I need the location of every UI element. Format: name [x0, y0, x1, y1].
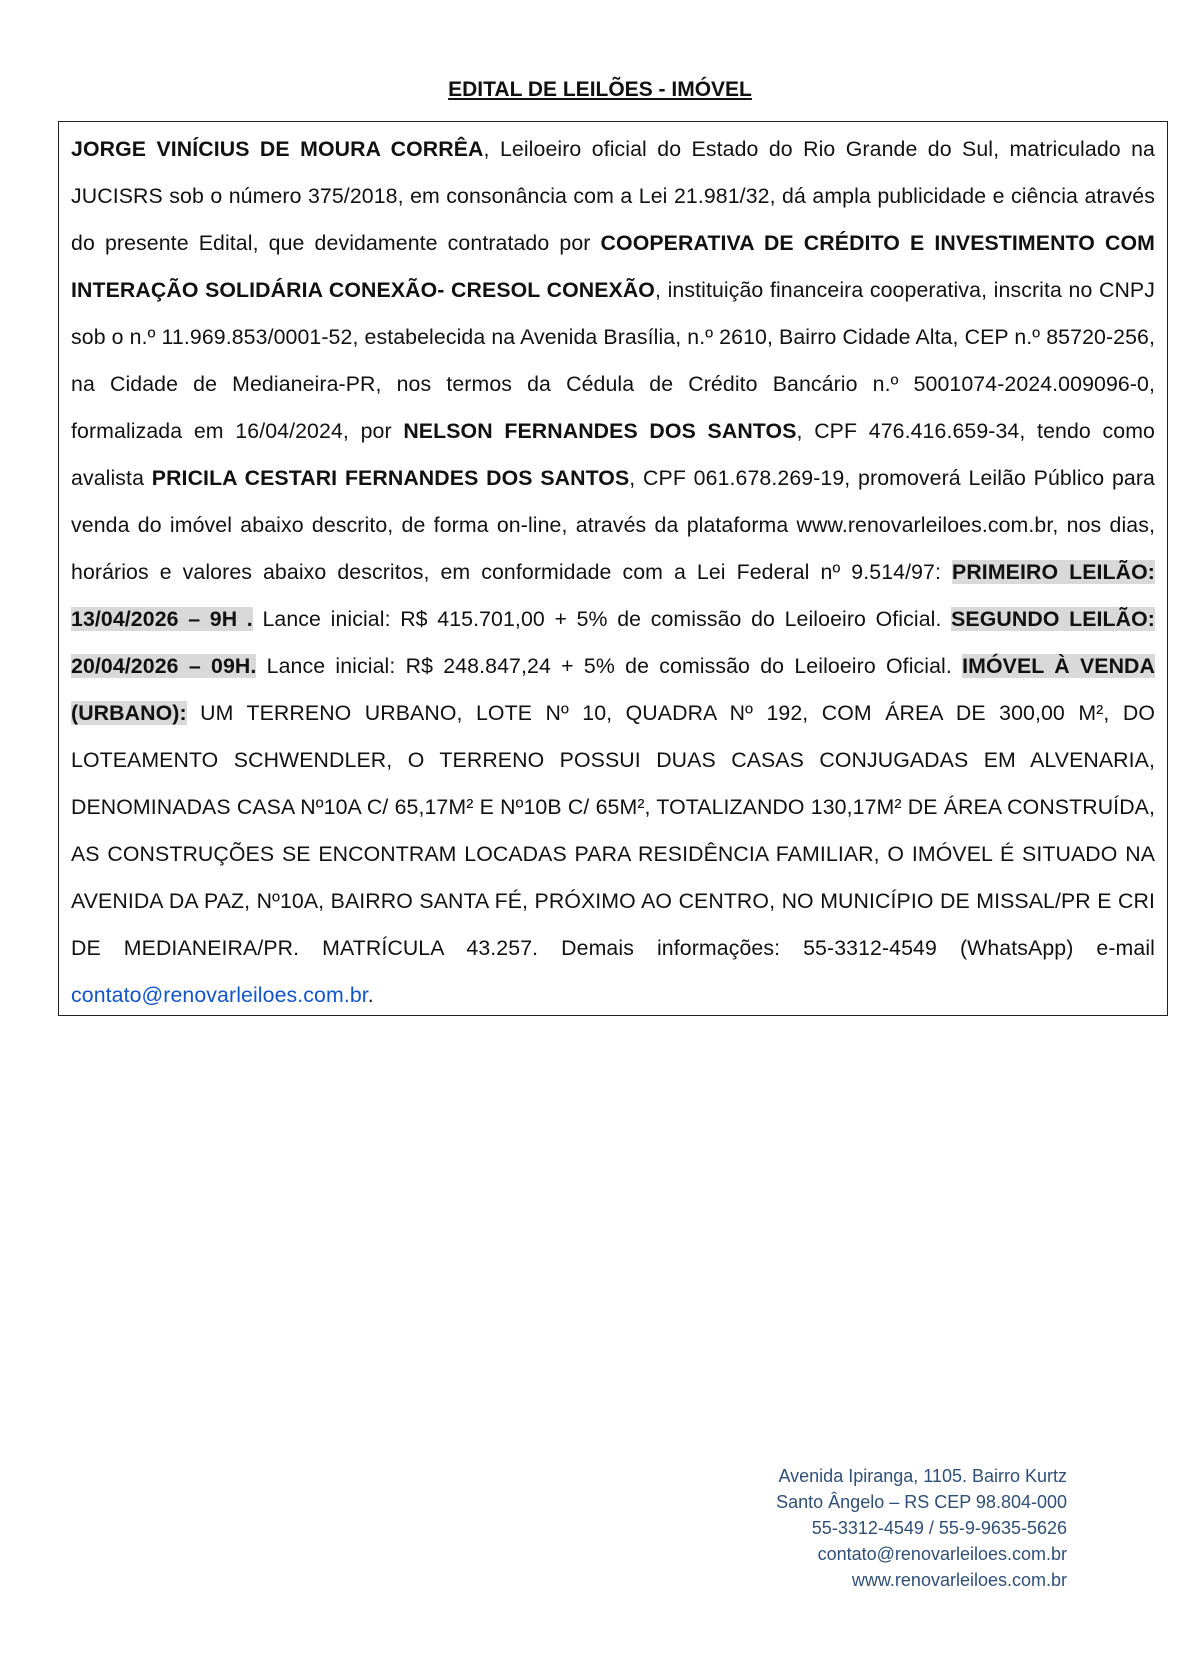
- footer-contact: [776, 1463, 1067, 1593]
- edital-paragraph: [71, 126, 1155, 1019]
- document-title: EDITAL DE LEILÕES - IMÓVEL: [448, 78, 752, 101]
- cooperative-name: COOPERATIVA DE CRÉDITO E INVESTIMENTO COM INTERAÇÃO SOLIDÁRIA CONEXÃO- CRESOL CONEXÃO: [71, 231, 1156, 302]
- text-segment: , instituição financeira cooperativa, inscrita no CNPJ sob o n.º 11.969.853/0001-52, estabelecida na Avenida Brasília, n.º 2610, Bairro Cidade Alta, CEP n.º 85720-256, na Cidade de Medianeira-PR, nos termos da Cédula de Crédito Bancário n.º 5001074-2024.009096-0, formalizada em 16/04/2024, por: [71, 278, 1155, 443]
- text-segment: Lance inicial: R$ 248.847,24 + 5% de comissão do Leiloeiro Oficial.: [256, 654, 963, 678]
- text-segment: , Leiloeiro oficial do Estado do Rio Grande do Sul, matriculado na JUCISRS sob o número 375/2018, em consonância com a Lei 21.981/32, dá ampla publicidade e ciência através do presente Edital, que devidamente contratado por: [71, 137, 1156, 255]
- text-segment: , CPF 061.678.269-19, promoverá Leilão Público para venda do imóvel abaixo descrito, de forma on-line, através da plataforma www.renovarleiloes.com.br, nos dias, horários e valores abaixo descritos, em conformidade com a Lei Federal nº 9.514/97:: [71, 466, 1156, 584]
- text-segment: .: [367, 983, 374, 1007]
- edital-box: [58, 121, 1168, 1016]
- footer-city: Santo Ângelo – RS CEP 98.804-000: [776, 1492, 1067, 1512]
- footer-address: Avenida Ipiranga, 1105. Bairro Kurtz: [778, 1466, 1067, 1486]
- footer-website[interactable]: www.renovarleiloes.com.br: [851, 1570, 1067, 1590]
- debtor-name: NELSON FERNANDES DOS SANTOS: [403, 419, 797, 443]
- property-highlight: IMÓVEL À VENDA (URBANO):: [71, 654, 1156, 725]
- property-description: UM TERRENO URBANO, LOTE Nº 10, QUADRA Nº 192, COM ÁREA DE 300,00 M², DO LOTEAMENTO SCHWENDLER, O TERRENO POSSUI DUAS CASAS CONJUGADAS EM ALVENARIA, DENOMINADAS CASA Nº10A C/ 65,17M² E Nº10B C/ 65M², TOTALIZANDO 130,17M² DE ÁREA CONSTRUÍDA, AS CONSTRUÇÕES SE ENCONTRAM LOCADAS PARA RESIDÊNCIA FAMILIAR, O IMÓVEL É SITUADO NA AVENIDA DA PAZ, Nº10A, BAIRRO SANTA FÉ, PRÓXIMO AO CENTRO, NO MUNICÍPIO DE MISSAL/PR E CRI DE MEDIANEIRA/PR. MATRÍCULA 43.257. Demais informações: 55-3312-4549 (WhatsApp) e-mail: [71, 701, 1155, 960]
- first-auction-highlight: PRIMEIRO LEILÃO: 13/04/2026 – 9H .: [71, 560, 1155, 631]
- second-auction-highlight: SEGUNDO LEILÃO: 20/04/2026 – 09H.: [71, 607, 1156, 678]
- auctioneer-name: JORGE VINÍCIUS DE MOURA CORRÊA: [71, 137, 484, 161]
- guarantor-name: PRICILA CESTARI FERNANDES DOS SANTOS: [151, 466, 630, 490]
- footer-email[interactable]: contato@renovarleiloes.com.br: [817, 1544, 1067, 1564]
- text-segment: , CPF 476.416.659-34, tendo como avalista: [71, 419, 1155, 490]
- contact-email-link[interactable]: contato@renovarleiloes.com.br: [71, 983, 368, 1007]
- footer-phones: 55-3312-4549 / 55-9-9635-5626: [811, 1518, 1067, 1538]
- text-segment: Lance inicial: R$ 415.701,00 + 5% de comissão do Leiloeiro Oficial.: [252, 607, 952, 631]
